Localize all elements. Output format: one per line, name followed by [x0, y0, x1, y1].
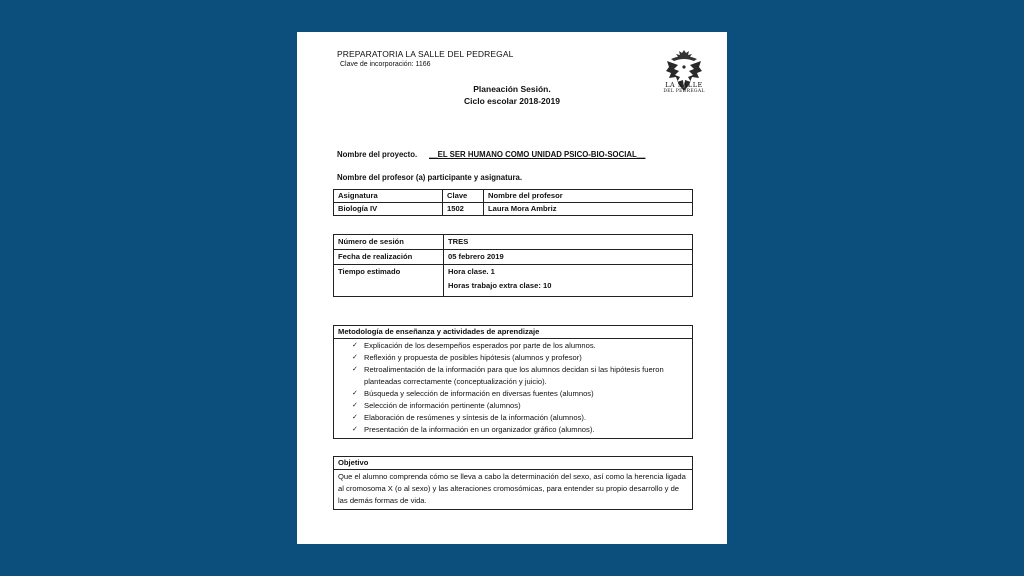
incorporation-code: Clave de incorporación: 1166	[340, 61, 431, 68]
check-icon: ✓	[352, 390, 358, 397]
check-icon: ✓	[352, 414, 358, 421]
cell-clave: 1502	[443, 203, 484, 216]
check-icon: ✓	[352, 402, 358, 409]
list-item	[352, 340, 692, 352]
table-row	[334, 265, 693, 297]
list-item	[352, 424, 692, 436]
list-item-text: Explicación de los desempeños esperados por parte de los alumnos.	[364, 341, 596, 350]
cell-asignatura: Biología IV	[334, 203, 443, 216]
table-row	[334, 457, 693, 470]
logo-text-del-pedregal: DEL PEDREGAL	[663, 89, 705, 94]
session-number-value: TRES	[444, 235, 693, 250]
list-item	[352, 352, 692, 364]
check-icon: ✓	[352, 366, 358, 373]
objective-title: Objetivo	[334, 457, 693, 470]
table-row	[334, 203, 693, 216]
list-item-text: Elaboración de resúmenes y síntesis de la información (alumnos).	[364, 413, 587, 422]
list-item-text: Selección de información pertinente (alumnos)	[364, 401, 521, 410]
document-page	[297, 32, 727, 544]
cell-profesor: Laura Mora Ambriz	[484, 203, 693, 216]
header-clave: Clave	[443, 190, 484, 203]
objective-text: Que el alumno comprenda cómo se lleva a cabo la determinación del sexo, así como la herencia ligada al cromosoma X (o al sexo) y las alteraciones cromosómicas, para entender su propio desarrollo y de las demás formas de vida.	[334, 470, 693, 510]
list-item	[352, 400, 692, 412]
list-item-text: Búsqueda y selección de información en diversas fuentes (alumnos)	[364, 389, 594, 398]
methodology-title: Metodología de enseñanza y actividades de aprendizaje	[334, 326, 693, 339]
session-table	[333, 234, 693, 297]
list-item	[352, 364, 692, 388]
project-name-value: __EL SER HUMANO COMO UNIDAD PSICO-BIO-SOCIAL__	[429, 150, 646, 159]
professor-section-label: Nombre del profesor (a) participante y asignatura.	[337, 173, 523, 182]
document-title: Planeación Sesión.	[473, 84, 551, 94]
table-row	[334, 250, 693, 265]
time-label: Tiempo estimado	[334, 265, 444, 297]
header-asignatura: Asignatura	[334, 190, 443, 203]
project-name-label: Nombre del proyecto.	[337, 150, 418, 159]
school-year: Ciclo escolar 2018-2019	[464, 96, 560, 106]
subject-table	[333, 189, 693, 216]
list-item	[352, 388, 692, 400]
extra-hours: Horas trabajo extra clase: 10	[448, 281, 552, 290]
table-row	[334, 326, 693, 339]
check-icon: ✓	[352, 426, 358, 433]
class-hours: Hora clase. 1	[448, 267, 495, 276]
date-value: 05 febrero 2019	[444, 250, 693, 265]
methodology-table	[333, 325, 693, 439]
table-row	[334, 190, 693, 203]
date-label: Fecha de realización	[334, 250, 444, 265]
table-row	[334, 470, 693, 510]
header-profesor: Nombre del profesor	[484, 190, 693, 203]
school-name: PREPARATORIA LA SALLE DEL PEDREGAL	[337, 49, 514, 59]
list-item-text: Presentación de la información en un organizador gráfico (alumnos).	[364, 425, 595, 434]
list-item-text: Reflexión y propuesta de posibles hipótesis (alumnos y profesor)	[364, 353, 582, 362]
methodology-list	[334, 339, 692, 438]
logo-text-la-salle: LA SALLE	[665, 81, 703, 89]
list-item-text: Retroalimentación de la información para que los alumnos decidan si las hipótesis fueron planteadas correctamente (conceptualización y juicio).	[364, 365, 664, 386]
session-number-label: Número de sesión	[334, 235, 444, 250]
table-row	[334, 339, 693, 439]
check-icon: ✓	[352, 342, 358, 349]
check-icon: ✓	[352, 354, 358, 361]
time-value	[444, 265, 693, 297]
methodology-list-cell	[334, 339, 693, 439]
objective-table	[333, 456, 693, 510]
table-row	[334, 235, 693, 250]
list-item	[352, 412, 692, 424]
